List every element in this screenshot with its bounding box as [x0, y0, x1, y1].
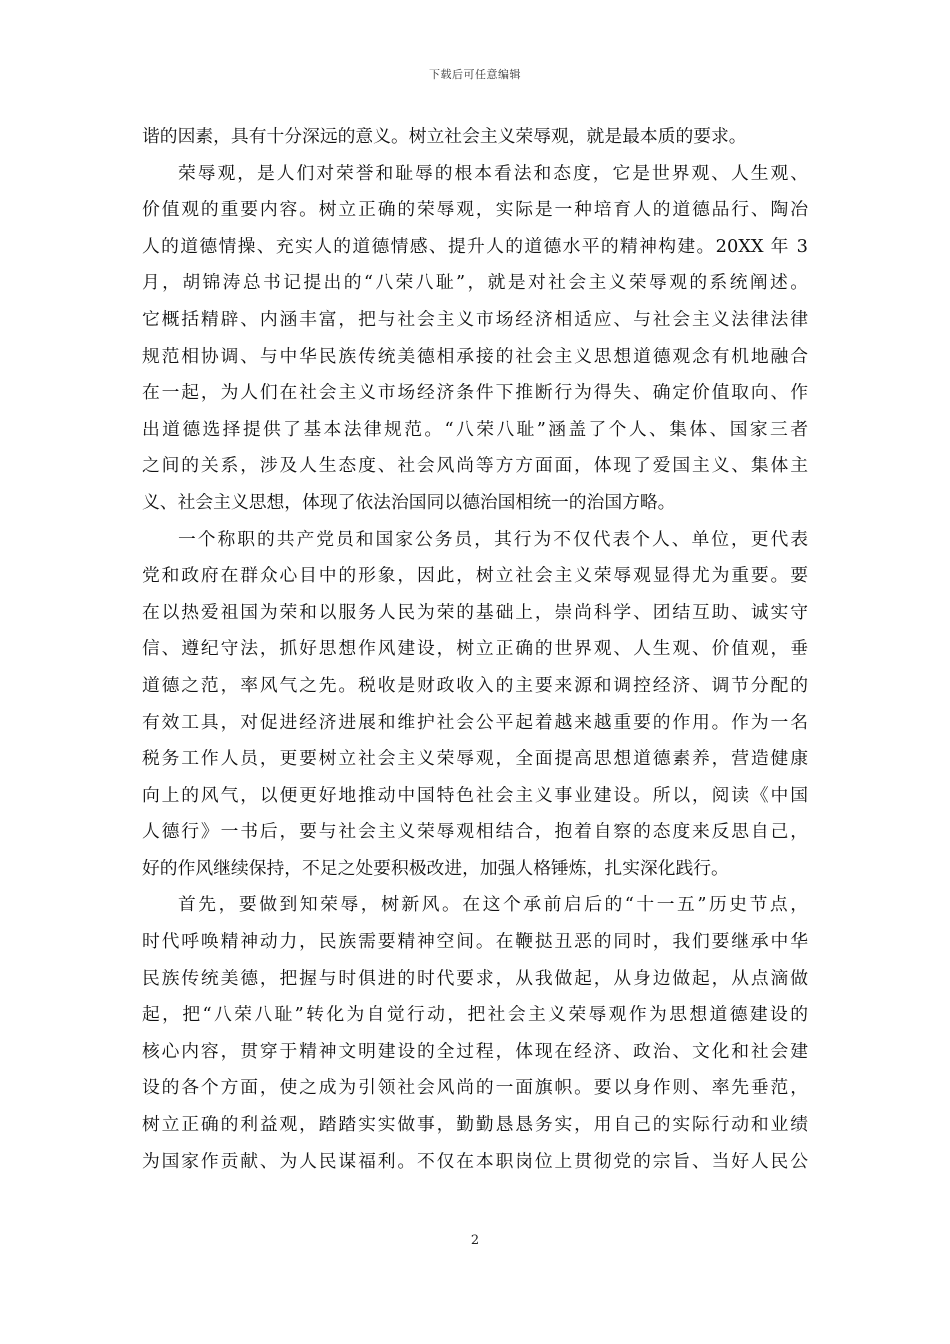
- text-line: 人德行》一书后，要与社会主义荣辱观相结合，抱着自察的态度来反思自己，: [142, 821, 808, 843]
- text-line: 核心内容，贯穿于精神文明建设的全过程，体现在经济、政治、文化和社会建: [142, 1040, 808, 1062]
- page-number: 2: [470, 1233, 480, 1248]
- text-line: 税务工作人员，更要树立社会主义荣辱观，全面提高思想道德素养，营造健康: [142, 748, 808, 770]
- text-line: 树立正确的利益观，踏踏实实做事，勤勤恳恳务实，用自己的实际行动和业绩: [142, 1114, 808, 1136]
- text-line: 向上的风气，以便更好地推动中国特色社会主义事业建设。所以，阅读《中国: [142, 784, 808, 806]
- text-line: 义、社会主义思想，体现了依法治国同以德治国相统一的治国方略。: [142, 491, 676, 513]
- text-line: 首先，要做到知荣辱，树新风。在这个承前启后的“十一五”历史节点，: [178, 894, 808, 916]
- text-line: 它概括精辟、内涵丰富，把与社会主义市场经济相适应、与社会主义法律法律: [142, 308, 808, 330]
- text-line: 在一起，为人们在社会主义市场经济条件下推断行为得失、确定价值取向、作: [142, 382, 808, 404]
- text-line: 信、遵纪守法，抓好思想作风建设，树立正确的世界观、人生观、价值观，垂: [142, 638, 808, 660]
- text-line: 时代呼唤精神动力，民族需要精神空间。在鞭挞丑恶的同时，我们要继承中华: [142, 931, 808, 953]
- text-line: 设的各个方面，使之成为引领社会风尚的一面旗帜。要以身作则、率先垂范，: [142, 1077, 808, 1099]
- text-line: 好的作风继续保持，不足之处要积极改进，加强人格锤炼，扎实深化践行。: [142, 857, 729, 879]
- text-line: 规范相协调、与中华民族传统美德相承接的社会主义思想道德观念有机地融合: [142, 345, 808, 367]
- text-line: 人的道德情操、充实人的道德情感、提升人的道德水平的精神构建。20XX 年 3: [142, 235, 808, 257]
- text-line: 荣辱观，是人们对荣誉和耻辱的根本看法和态度，它是世界观、人生观、: [178, 162, 808, 184]
- body-text: [142, 119, 808, 1180]
- text-line: 一个称职的共产党员和国家公务员，其行为不仅代表个人、单位，更代表: [178, 528, 808, 550]
- text-line: 有效工具，对促进经济进展和维护社会公平起着越来越重要的作用。作为一名: [142, 711, 808, 733]
- text-line: 党和政府在群众心目中的形象，因此，树立社会主义荣辱观显得尤为重要。要: [142, 565, 808, 587]
- text-line: 为国家作贡献、为人民谋福利。不仅在本职岗位上贯彻党的宗旨、当好人民公: [142, 1150, 808, 1172]
- text-line: 价值观的重要内容。树立正确的荣辱观，实际是一种培育人的道德品行、陶冶: [142, 199, 808, 221]
- text-line: 之间的关系，涉及人生态度、社会风尚等方方面面，体现了爱国主义、集体主: [142, 455, 808, 477]
- text-line: 谐的因素，具有十分深远的意义。树立社会主义荣辱观，就是最本质的要求。: [142, 126, 747, 147]
- text-line: 民族传统美德，把握与时俱进的时代要求，从我做起，从身边做起，从点滴做: [142, 967, 808, 989]
- text-line: 在以热爱祖国为荣和以服务人民为荣的基础上，崇尚科学、团结互助、诚实守: [142, 601, 808, 623]
- text-line: 出道德选择提供了基本法律规范。“八荣八耻”涵盖了个人、集体、国家三者: [142, 418, 808, 440]
- text-line: 月，胡锦涛总书记提出的“八荣八耻”，就是对社会主义荣辱观的系统阐述。: [142, 272, 808, 294]
- header-note: 下载后可任意编辑: [429, 68, 521, 81]
- text-line: 道德之范，率风气之先。税收是财政收入的主要来源和调控经济、调节分配的: [142, 674, 808, 696]
- text-line: 起，把“八荣八耻”转化为自觉行动，把社会主义荣辱观作为思想道德建设的: [142, 1004, 808, 1026]
